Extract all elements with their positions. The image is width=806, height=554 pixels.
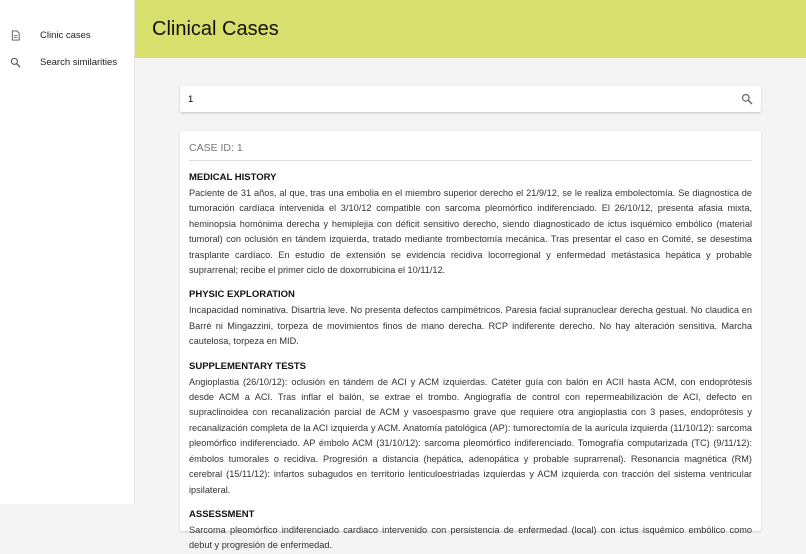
- sidebar-item-label: Search similarities: [40, 57, 118, 68]
- page-title: Clinical Cases: [152, 17, 279, 40]
- section-title: MEDICAL HISTORY: [189, 172, 277, 183]
- section-physic-exploration: [189, 289, 752, 349]
- section-title: ASSESSMENT: [189, 508, 255, 520]
- section-title: PHYSIC EXPLORATION: [189, 289, 295, 301]
- search-icon[interactable]: [741, 93, 753, 105]
- case-card: [180, 131, 761, 551]
- search-input[interactable]: [188, 94, 741, 105]
- search-icon: [10, 57, 21, 68]
- section-supplementary-tests: [189, 361, 752, 498]
- section-text: Paciente de 31 años, al que, tras una embolia en el miembro superior derecho el 21/9/12, se le realiza embolectomía. Se diagnostica de tumoración cardíaca intervenida el 3/10/12 compatible con sarcoma pleomórfico indiferenciado. El 26/10/12, presenta afasia mixta, heminopsia homónima derecha y hemiplejia con déficit sensitivo derecho, siendo diagnosticado de ictus isquémico embólico (material tumoral) con oclusión en tándem izquierda, tratado mediante trombectomía mecánica. Tras presentar el caso en Comité, se desestima trasplante cardíaco. En estudio de extensión se evidencia recidiva locorregional y enfermedad metástasica hepática y probable suprarrenal; recibe el primer ciclo de doxorrubicina el 10/11/12.: [189, 188, 752, 276]
- search-bar: [180, 86, 761, 112]
- section-assessment: [189, 509, 752, 554]
- sidebar-item-label: Clinic cases: [40, 30, 91, 41]
- section-medical-history: [189, 172, 752, 278]
- section-text: Sarcoma pleomórfico indiferenciado cardiaco intervenido con persistencia de enfermedad (local) con ictus isquémico embólico como debut y progresión de enfermedad.: [189, 524, 752, 551]
- section-text: Angioplastia (26/10/12): oclusión en tándem de ACI y ACM izquierdas. Catéter guía con balón en ACII hasta ACM, con endoprótesis desde ACM a ACI. Tras inflar el balón, se extrae el trombo. Angiografía de control con repermeabilización de ACI, defecto en supraclinoidea con recanalización parcial de ACM y vasoespasmo grave que requiere otra angioplastia con 3 pases, endoprótesis y recanalización completa de la ACI izquierda y ACM. Anatomía patológica (AP): tumorectomía de la aurícula izquierda (11/10/12): sarcoma pleomórfico indiferenciado. AP émbolo ACM (31/10/12): sarcoma pleomórfico indiferenciado. Tomografía computarizada (TC) (9/11/12): émbolos tumorales o recidiva. Progresión a distancia (hepática, adenopática y probable suprarrenal). Resonancia magnética (RM) cerebral (15/11/12): infartos subagudos en territorio lenticuloestriadas izquierdas y ACM izquierda con tracción del sistema ventricular ipsilateral.: [189, 376, 752, 495]
- app-header: [135, 0, 806, 58]
- case-id: CASE ID: 1: [189, 131, 752, 161]
- sidebar: [0, 0, 135, 504]
- sidebar-item-search-similarities[interactable]: [0, 49, 134, 76]
- section-title: SUPPLEMENTARY TESTS: [189, 360, 307, 372]
- sidebar-item-clinic-cases[interactable]: [0, 22, 134, 49]
- document-icon: [10, 30, 21, 41]
- section-text: Incapacidad nominativa. Disartria leve. No presenta defectos campimétricos. Paresia facial supranuclear derecha gestual. No claudica en Barré ni Mingazzini, torpeza de movimientos finos de mano derecha. RCP indiferente derecho. No hay alteración sensitiva. Marcha cautelosa, torpeza en MID.: [189, 305, 752, 347]
